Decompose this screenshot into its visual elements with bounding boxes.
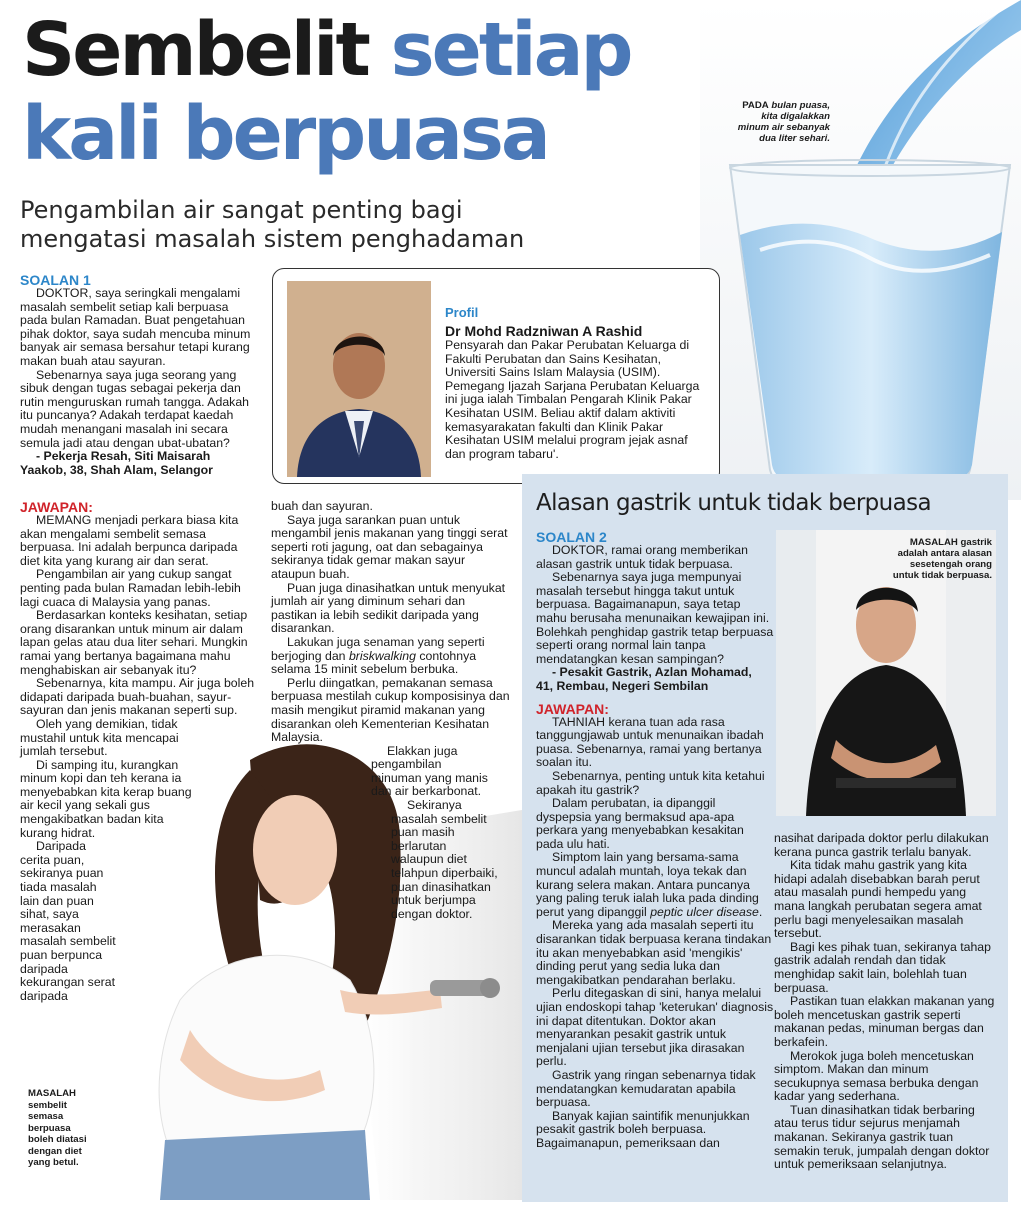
answer2-c2-paragraph-5: Merokok juga boleh mencetuskan simptom. Makan dan minum secukupnya semasa berbuka dengan kadar yang sederhana. <box>774 1048 979 1104</box>
answer1-c2-paragraph-2: Saya juga sarankan puan untuk mengambil jenis makanan yang tinggi serat seperti roti jagung, oat dan sebagainya sekiranya tidak gemar makan sayur ataupun buah. <box>271 512 508 581</box>
answer1-c2-paragraph-1: buah dan sayuran. <box>271 499 373 513</box>
answer1-paragraph-4: Sebenarnya, kita mampu. Air juga boleh didapati daripada buah-buahan, sayur-sayuran dan jenis makanan seperti sup. <box>20 676 255 718</box>
profile-bio: Pensyarah dan Pakar Perubatan Keluarga di Fakulti Perubatan dan Sains Kesihatan, Universiti Sains Islam Malaysia (USIM). Pemegang Ijazah Sarjana Perubatan Keluarga ini juga ialah Timbalan Pengarah Klinik Pakar Kesihatan USIM. Beliau aktif dalam aktiviti kemasyarakatan fakulti dan Klinik Pakar Kesihatan USIM melalui program jejak asnaf dan program tabaru'. <box>445 338 700 461</box>
answer1-column-2 <box>271 500 511 921</box>
answer1-paragraph-6: Di samping itu, kurangkan minum kopi dan teh kerana ia menyebabkan kita kerap buang air kecil yang sekali gus mengakibatkan badan kita kurang hidrat. <box>20 757 192 840</box>
headline-part1: Sembelit <box>22 7 368 93</box>
water-caption-text: bulan puasa, kita digalakkan minum air sebanyak dua liter sehari. <box>737 100 830 144</box>
question1-signature-1: - Pekerja Resah, Siti Maisarah <box>36 449 211 464</box>
question2-signature-1: - Pesakit Gastrik, Azlan Mohamad, <box>552 665 752 680</box>
answer2-paragraph-5: Mereka yang ada masalah seperti itu disarankan tidak berpuasa kerana tindakan itu akan menyebabkan asid 'mengikis' dinding perut yang sedia luka dan mengakibatkan pendarahan berlaku. <box>536 918 772 987</box>
answer1-c2-paragraph-6: Elakkan juga pengambilan minuman yang manis dan air berkarbonat. <box>371 743 488 799</box>
answer1-paragraph-1: MEMANG menjadi perkara biasa kita akan mengalami sembelit semasa berpuasa. Ini adalah berpunca daripada diet kita yang kurang air dan serat. <box>20 513 239 568</box>
question1-signature-2: Yaakob, 38, Shah Alam, Selangor <box>20 462 213 477</box>
answer2-paragraph-3: Dalam perubatan, ia dipanggil dyspepsia yang bermaksud apa-apa perkara yang menyebabkan kesakitan pada ulu hati. <box>536 796 744 851</box>
answer1-paragraph-7: Daripada cerita puan, sekiranya puan tiada masalah lain dan puan sihat, saya merasakan masalah sembelit puan berpunca daripada kekurangan serat daripada <box>20 839 116 1003</box>
answer2-c2-paragraph-4: Pastikan tuan elakkan makanan yang boleh mencetuskan gastrik seperti makanan pedas, minuman bergas dan berkafein. <box>774 994 995 1049</box>
answer2-c2-paragraph-3: Bagi kes pihak tuan, sekiranya tahap gastrik adalah rendah dan tidak menghidap sakit lain, bolehlah tuan berpuasa. <box>774 939 991 995</box>
answer2-c2-paragraph-1: nasihat daripada doktor perlu dilakukan kerana punca gastrik terlalu banyak. <box>774 831 989 859</box>
answer2-paragraph-1: TAHNIAH kerana tuan ada rasa tanggungjawab untuk menunaikan ibadah puasa. Sebenarnya, ramai yang bertanya soalan itu. <box>536 714 764 770</box>
answer2-paragraph-8: Banyak kajian saintifik menunjukkan pesakit gastrik boleh berpuasa. Bagaimanapun, pemeriksaan dan <box>536 1108 750 1150</box>
answer1-paragraph-3: Berdasarkan konteks kesihatan, setiap orang disarankan untuk minum air dalam lapan gelas atau dua liter sehari. Mungkin ramai yang bertanya bagaimana mahu menghabiskan air sebanyak itu? <box>20 608 248 677</box>
answer2-label: JAWAPAN: <box>536 700 609 717</box>
profile-name: Dr Mohd Radzniwan A Rashid <box>445 323 643 339</box>
water-glass-photo <box>700 0 1021 500</box>
profile-label: Profil <box>445 305 479 320</box>
answer2-paragraph-4: Simptom lain yang bersama-sama muncul adalah muntah, loya tekak dan kurang selera makan. Antara puncanya yang paling teruk ialah luka pada dinding perut yang dipanggil peptic ulcer disease. <box>536 850 763 919</box>
question2-paragraph-2: Sebenarnya saya juga mempunyai masalah tersebut hingga takut untuk berpuasa. Bagaimanapun, saya tetap mahu berusaha menunaikan kewajipan ini. Bolehkah penghidap gastrik tetap berpuasa seperti orang normal lain tanpa mendatangkan kesan sampingan? <box>536 570 774 666</box>
answer1-c2-paragraph-3: Puan juga dinasihatkan untuk menyukat jumlah air yang diminum sehari dan pastikan ia lebih sedikit daripada yang disarankan. <box>271 580 506 636</box>
panel-title: Alasan gastrik untuk tidak berpuasa <box>536 490 932 516</box>
question2-paragraph-1: DOKTOR, ramai orang memberikan alasan gastrik untuk tidak berpuasa. <box>536 543 748 571</box>
headline-part3: kali berpuasa <box>22 91 548 177</box>
profile-box <box>272 268 720 484</box>
answer1-paragraph-2: Pengambilan air yang cukup sangat penting pada bulan Ramadan lebih-lebih lagi cuaca di Malaysia yang panas. <box>20 567 241 609</box>
answer2-paragraph-6: Perlu ditegaskan di sini, hanya melalui ujian endoskopi tahap 'keterukan' diagnosis ini dapat ditentukan. Doktor akan menyarankan pesakit gastrik untuk menjalani ujian tersebut jika dirasakan perlu. <box>536 986 774 1069</box>
answer2-paragraph-7: Gastrik yang ringan sebenarnya tidak mendatangkan kemudaratan apabila berpuasa. <box>536 1067 756 1110</box>
question1-label: SOALAN 1 <box>20 272 91 288</box>
man-caption: MASALAH gastrik adalah antara alasan sesetengah orang untuk tidak berpuasa. <box>892 537 992 581</box>
water-caption-lead: PADA <box>742 100 769 111</box>
subhead: Pengambilan air sangat penting bagi mengatasi masalah sistem penghadaman <box>20 196 525 253</box>
answer1-c2-paragraph-7: Sekiranya masalah sembelit puan masih berlarutan walaupun diet telahpun diperbaiki, puan dinasihatkan untuk berjumpa dengan doktor. <box>391 798 498 921</box>
answer2-c2-paragraph-2: Kita tidak mahu gastrik yang kita hidapi adalah disebabkan barah perut atau masalah pundi hempedu yang mana langkah perubatan segera amat perlu bagi menyelesaikan masalah tersebut. <box>774 858 982 941</box>
headline <box>22 8 722 176</box>
water-caption <box>730 100 830 144</box>
question2-label: SOALAN 2 <box>536 529 607 545</box>
question1-paragraph-1: DOKTOR, saya seringkali mengalami masalah sembelit setiap kali berpuasa pada bulan Ramadan. Buat pengetahuan pihak doktor, saya sudah mencuba minum banyak air semasa bersahur tetapi kurang makan buah atau sayuran. <box>20 286 251 368</box>
headline-part2: setiap <box>390 7 631 93</box>
answer1-c2-paragraph-5: Perlu diingatkan, pemakanan semasa berpuasa mestilah cukup komposisinya dan masih mengikut piramid makanan yang disarankan oleh Kementerian Kesihatan Malaysia. <box>271 675 510 745</box>
answer1-label: JAWAPAN: <box>20 499 93 515</box>
answer1-paragraph-5: Oleh yang demikian, tidak mustahil untuk kita mencapai jumlah tersebut. <box>20 716 179 759</box>
answer1-c2-paragraph-4: Lakukan juga senaman yang seperti berjoging dan briskwalking contohnya selama 15 minit sebelum berbuka. <box>271 634 485 677</box>
doctor-portrait-photo <box>287 281 431 477</box>
gastric-panel <box>522 474 1008 1202</box>
question2-column <box>536 530 774 1151</box>
question2-signature-2: 41, Rembau, Negeri Sembilan <box>536 678 709 693</box>
answer2-c2-paragraph-6: Tuan dinasihatkan tidak berbaring atau terus tidur sejurus menjamah makanan. Sekiranya gastrik tuan semakin teruk, jumpalah dengan doktor untuk pemeriksaan selanjutnya. <box>774 1102 990 1172</box>
question1-column <box>20 273 258 477</box>
woman-caption: MASALAH sembelit semasa berpuasa boleh diatasi dengan diet yang betul. <box>28 1088 87 1168</box>
answer2-paragraph-2: Sebenarnya, penting untuk kita ketahui apakah itu gastrik? <box>536 768 765 797</box>
answer2-column-2 <box>774 832 996 1172</box>
question1-paragraph-2: Sebenarnya saya juga seorang yang sibuk dengan tugas sebagai pekerja dan rutin menguruskan rumah tangga. Adakah itu puncanya? Adakah terdapat kaedah mudah menangani masalah ini secara semula jadi atau dengan ubat-ubatan? <box>20 367 250 450</box>
